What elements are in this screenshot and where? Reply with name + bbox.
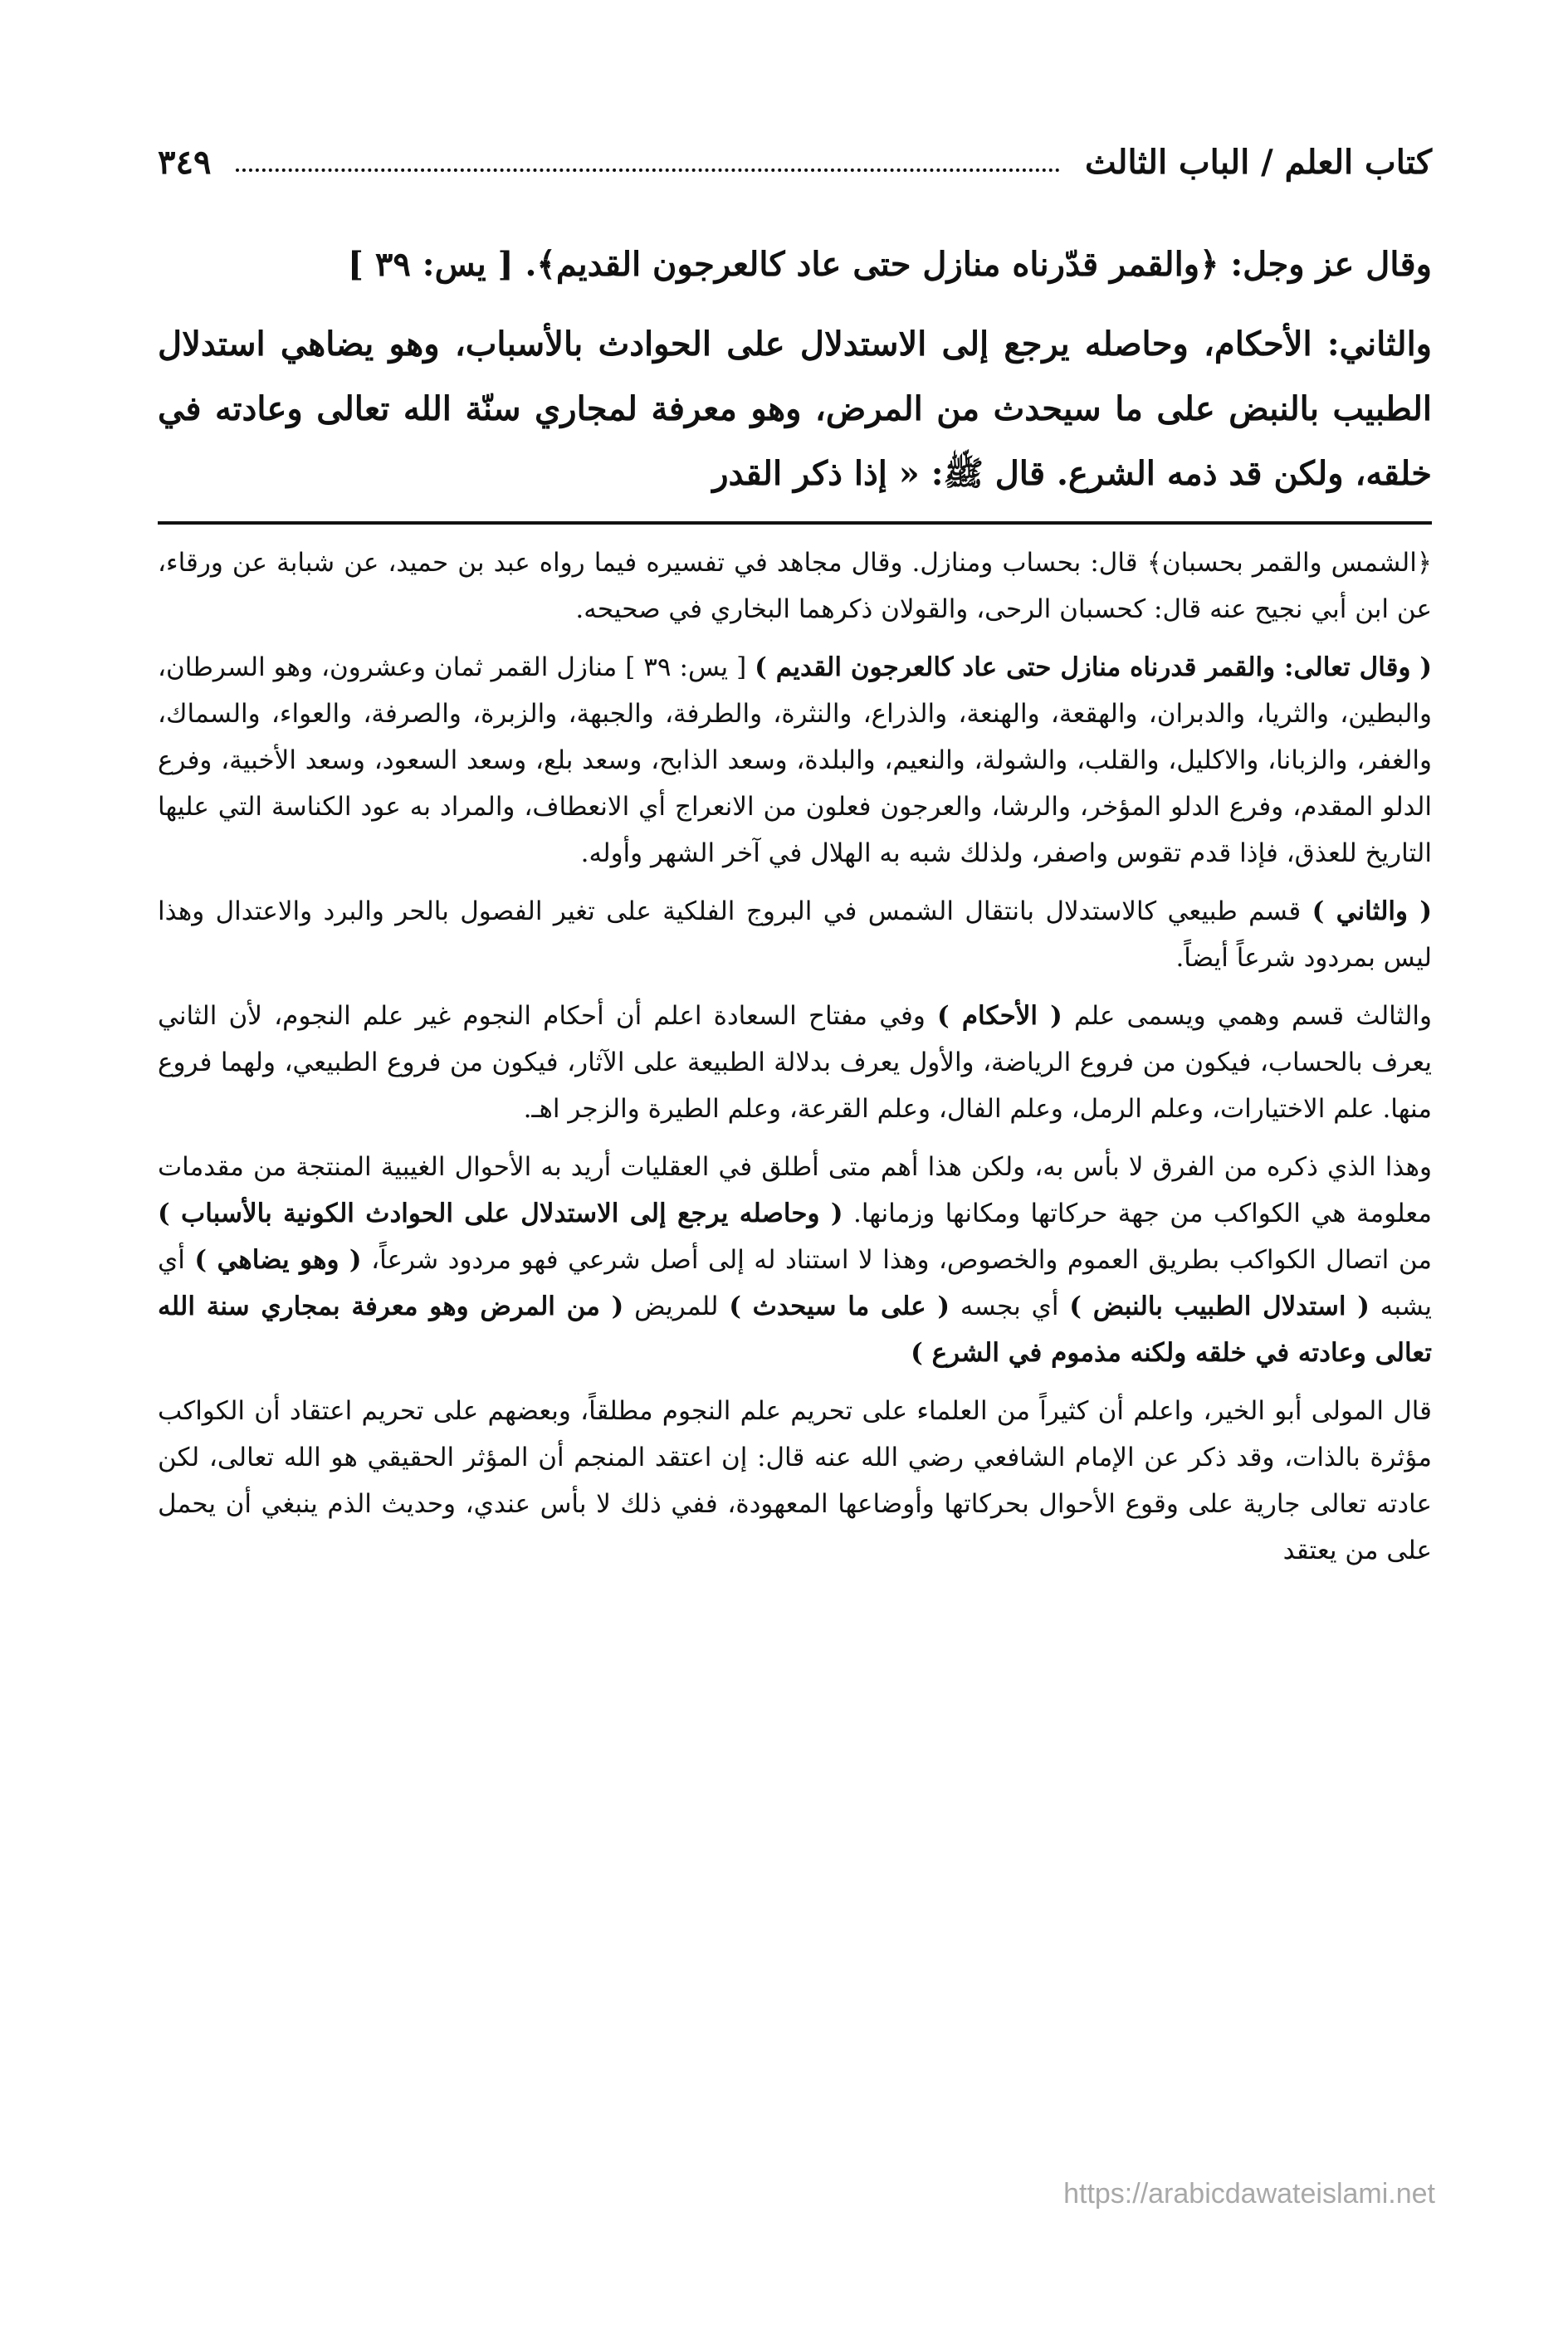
commentary-heading: ( على ما سيحدث ) — [729, 1292, 950, 1321]
commentary-text: من اتصال الكواكب بطريق العموم والخصوص، وهذا لا استناد له إلى أصل شرعي فهو مردود شرعاً، — [361, 1245, 1433, 1275]
commentary-paragraph-1: ﴿الشمس والقمر بحسبان﴾ قال: بحساب ومنازل. وقال مجاهد في تفسيره فيما رواه عبد بن حميد، عن شبابة عن ورقاء، عن ابن أبي نجيح عنه قال: كحسبان الرحى، والقولان ذكرهما البخاري في صحيحه. — [158, 548, 1432, 624]
commentary-heading: ( من المرض وهو معرفة بمجاري سنة الله تعالى وعادته في خلقه ولكنه مذموم في الشرع ) — [158, 1292, 1432, 1368]
commentary-heading: ( الأحكام ) — [937, 1001, 1062, 1031]
commentary-heading: ( وحاصله يرجع إلى الاستدلال على الحوادث الكونية بالأسباب ) — [158, 1199, 843, 1228]
commentary-heading: ( وقال تعالى: والقمر قدرناه منازل حتى عاد كالعرجون القديم ) — [755, 652, 1432, 682]
commentary-text: والثالث قسم وهمي ويسمى علم — [1062, 1001, 1432, 1031]
commentary-paragraph-2 — [158, 644, 1432, 877]
commentary-text: وفي مفتاح السعادة اعلم أن أحكام النجوم غير علم النجوم، لأن الثاني يعرف بالحساب، فيكون من فروع الرياضة، والأول يعرف بدلالة الطبيعة على الآثار، فيكون من فروع الطبيعي، ولهما فروع منها. علم الاختيارات، وعلم الرمل، وعلم الفال، وعلم القرعة، وعلم الطيرة والزجر اهـ. — [158, 1001, 1432, 1124]
commentary-paragraph-4 — [158, 993, 1432, 1132]
main-paragraph-1: وقال عز وجل: ﴿والقمر قدّرناه منازل حتى عاد كالعرجون القديم﴾. [ يس: ٣٩ ] — [348, 245, 1432, 284]
commentary-text: أي يشبه — [158, 1245, 1432, 1321]
commentary-paragraph-3 — [158, 888, 1432, 981]
main-text — [158, 232, 1432, 506]
commentary-text: وهذا الذي ذكره من الفرق لا بأس به، ولكن هذا أهم متى أطلق في العقليات أريد به الأحوال الغيبية المنتجة من مقدمات معلومة هي الكواكب من جهة حركاتها ومكانها وزمانها. — [158, 1152, 1432, 1228]
commentary-text: للمريض — [623, 1292, 730, 1321]
watermark-url: https://arabicdawateislami.net — [1063, 2178, 1435, 2210]
page-number: ٣٤٩ — [158, 142, 212, 182]
commentary-heading: ( استدلال الطبيب بالنبض ) — [1069, 1292, 1370, 1321]
commentary-heading: ( والثاني ) — [1312, 896, 1432, 926]
book-page — [158, 125, 1432, 2283]
commentary-section — [158, 540, 1432, 1574]
commentary-paragraph-5 — [158, 1144, 1432, 1376]
footnote-separator — [158, 521, 1432, 525]
page-header — [158, 125, 1432, 199]
commentary-paragraph-6: قال المولى أبو الخير، واعلم أن كثيراً من العلماء على تحريم علم النجوم مطلقاً، وبعضهم على تحريم اعتقاد أن الكواكب مؤثرة بالذات، وقد ذكر عن الإمام الشافعي رضي الله عنه قال: إن اعتقد المنجم أن المؤثر الحقيقي هو الله تعالى، لكن عادته تعالى جارية على وقوع الأحوال بحركاتها وأوضاعها المعهودة، ففي ذلك لا بأس عندي، وحديث الذم ينبغي أن يحمل على من يعتقد — [158, 1396, 1432, 1565]
commentary-text: قسم طبيعي كالاستدلال بانتقال الشمس في البروج الفلكية على تغير الفصول بالحر والبرد والاعتدال وهذا ليس بمردود شرعاً أيضاً. — [158, 896, 1432, 973]
header-dotted-leader — [236, 168, 1060, 172]
running-title: كتاب العلم / الباب الثالث — [1085, 142, 1432, 182]
commentary-text: [ يس: ٣٩ ] منازل القمر ثمان وعشرون، وهو السرطان، والبطين، والثريا، والدبران، والهقعة، والهنعة، والذراع، والنثرة، والطرفة، والجبهة، والزبرة، والصرفة، والعواء، والسماك، والغفر، والزبانا، والاكليل، والقلب، والشولة، والنعيم، والبلدة، وسعد الذابح، وسعد بلع، وسعد السعود، وسعد الأخبية، وفرع الدلو المقدم، وفرع الدلو المؤخر، والرشا، والعرجون فعلون من الانعراج أي الانعطاف، والمراد به عود الكناسة التي عليها التاريخ للعذق، فإذا قدم تقوس واصفر، ولذلك شبه به الهلال في آخر الشهر وأوله. — [158, 652, 1432, 868]
main-paragraph-2: والثاني: الأحكام، وحاصله يرجع إلى الاستدلال على الحوادث بالأسباب، وهو يضاهي استدلال الطبيب بالنبض على ما سيحدث من المرض، وهو معرفة لمجاري سنّة الله تعالى وعادته في خلقه، ولكن قد ذمه الشرع. قال ﷺ: « إذا ذكر القدر — [158, 325, 1432, 493]
commentary-heading: ( وهو يضاهي ) — [194, 1245, 362, 1275]
commentary-text: أي بجسه — [950, 1292, 1070, 1321]
